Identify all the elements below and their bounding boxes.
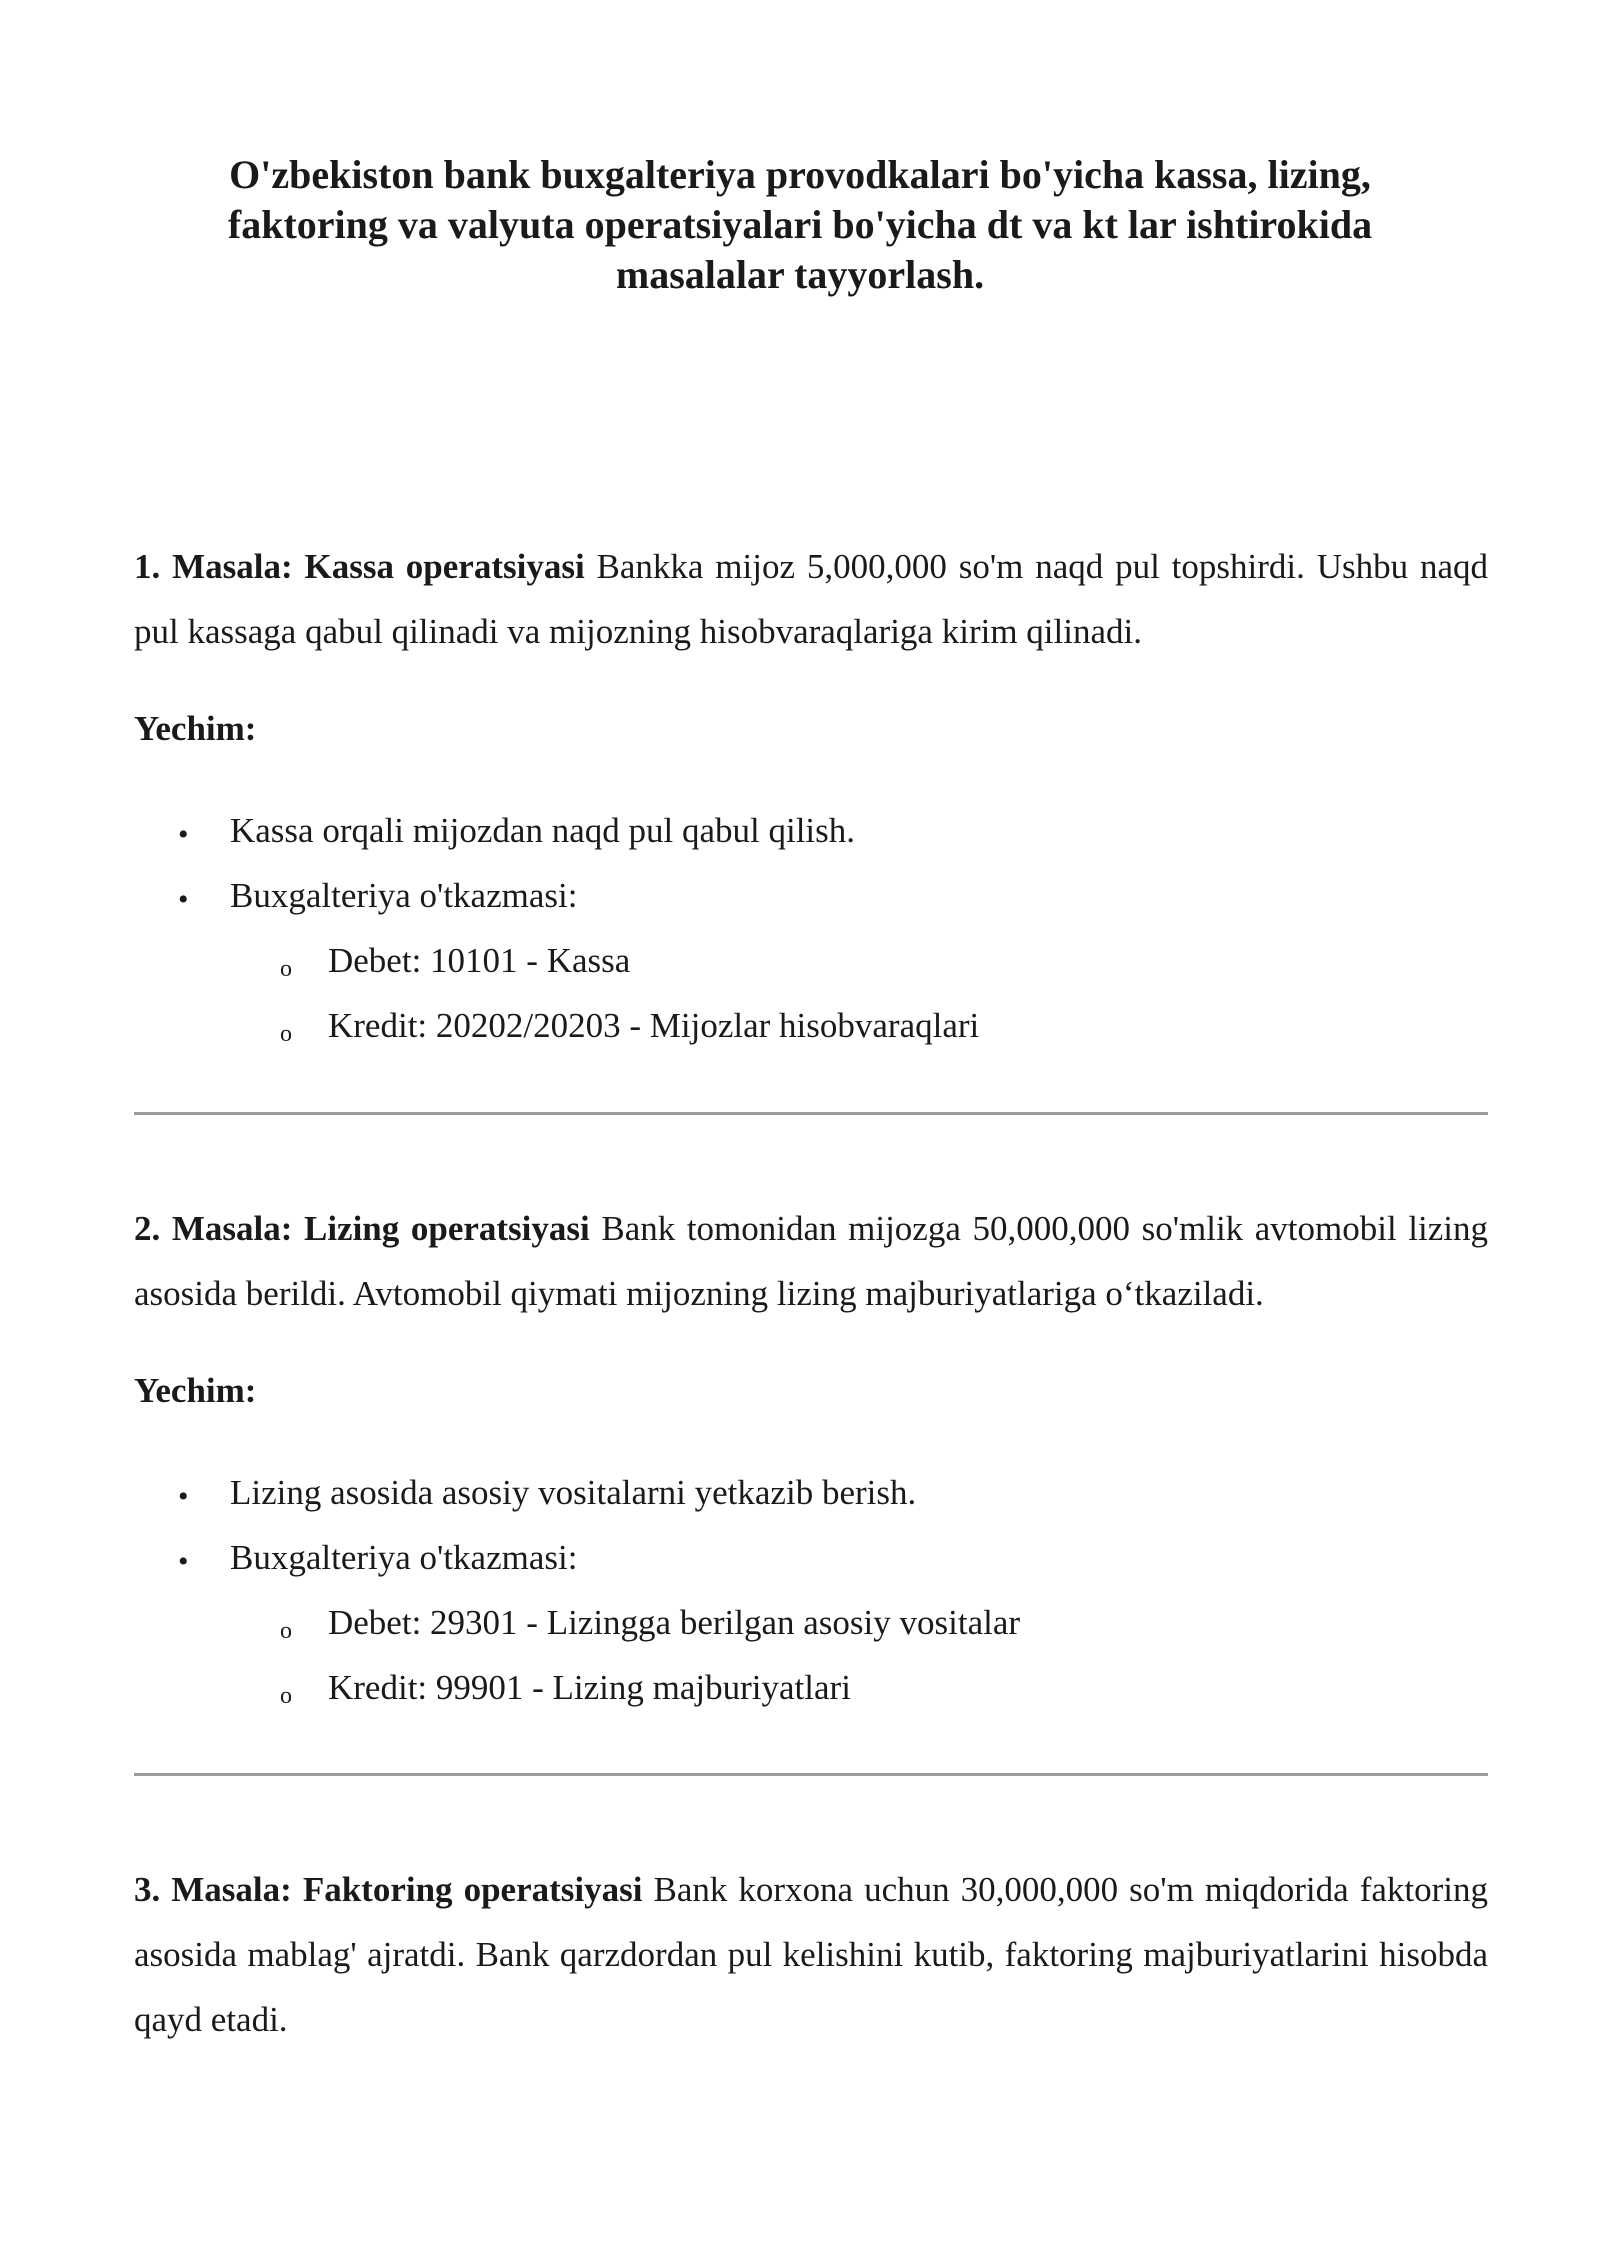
sub-bullet-icon: o: [280, 1021, 292, 1047]
section-divider: [134, 1112, 1488, 1115]
problem-2-text: Bank tomonidan mijozga 50,000,000 so'mlik avtomobil lizing asosida berildi. Avtomobil qiymati mijozning lizing majburiyatlariga o‘tkaziladi.: [134, 1209, 1488, 1313]
sub-bullet-icon: o: [280, 1683, 292, 1709]
problem-1-bullet-1: Kassa orqali mijozdan naqd pul qabul qilish.: [230, 811, 856, 850]
problem-2-bullet-1: Lizing asosida asosiy vositalarni yetkazib berish.: [230, 1473, 917, 1512]
bullet-icon: •: [178, 818, 189, 851]
problem-1-bullet-2: Buxgalteriya o'tkazmasi:: [230, 876, 578, 915]
problem-2-paragraph: [134, 1196, 1488, 1326]
problem-2-credit-entry: Kredit: 99901 - Lizing majburiyatlari: [328, 1668, 851, 1707]
problem-3-label: 3. Masala: Faktoring operatsiyasi: [134, 1870, 643, 1909]
sub-bullet-icon: o: [280, 1618, 292, 1644]
problem-2-label: 2. Masala: Lizing operatsiyasi: [134, 1209, 590, 1248]
problem-2-debit-entry: Debet: 29301 - Lizingga berilgan asosiy vositalar: [328, 1603, 1021, 1642]
bullet-icon: •: [178, 1480, 189, 1513]
problem-3-text: Bank korxona uchun 30,000,000 so'm miqdorida faktoring asosida mablag' ajratdi. Bank qarzdordan pul kelishini kutib, faktoring majburiyatlarini hisobda qayd etadi.: [134, 1870, 1489, 2039]
bullet-icon: •: [178, 883, 189, 916]
section-divider: [134, 1773, 1488, 1776]
document-title: O'zbekiston bank buxgalteriya provodkalari bo'yicha kassa, lizing, faktoring va valyuta operatsiyalari bo'yicha dt va kt lar ishtirokida masalalar tayyorlash.: [227, 152, 1373, 297]
problem-1-debit-entry: Debet: 10101 - Kassa: [328, 941, 631, 980]
sub-bullet-icon: o: [280, 956, 292, 982]
problem-1-credit-entry: Kredit: 20202/20203 - Mijozlar hisobvaraqlari: [328, 1006, 980, 1045]
problem-2-solution-heading: Yechim:: [134, 1371, 257, 1410]
problem-3-paragraph: [134, 1857, 1488, 2052]
bullet-icon: •: [178, 1545, 189, 1578]
problem-1-solution-heading: Yechim:: [134, 709, 257, 748]
problem-1-paragraph: [134, 534, 1488, 664]
problem-1-label: 1. Masala: Kassa operatsiyasi: [134, 547, 585, 586]
problem-2-bullet-2: Buxgalteriya o'tkazmasi:: [230, 1538, 578, 1577]
problem-1-text: Bankka mijoz 5,000,000 so'm naqd pul topshirdi. Ushbu naqd pul kassaga qabul qilinadi va mijozning hisobvaraqlariga kirim qilinadi.: [134, 547, 1488, 651]
